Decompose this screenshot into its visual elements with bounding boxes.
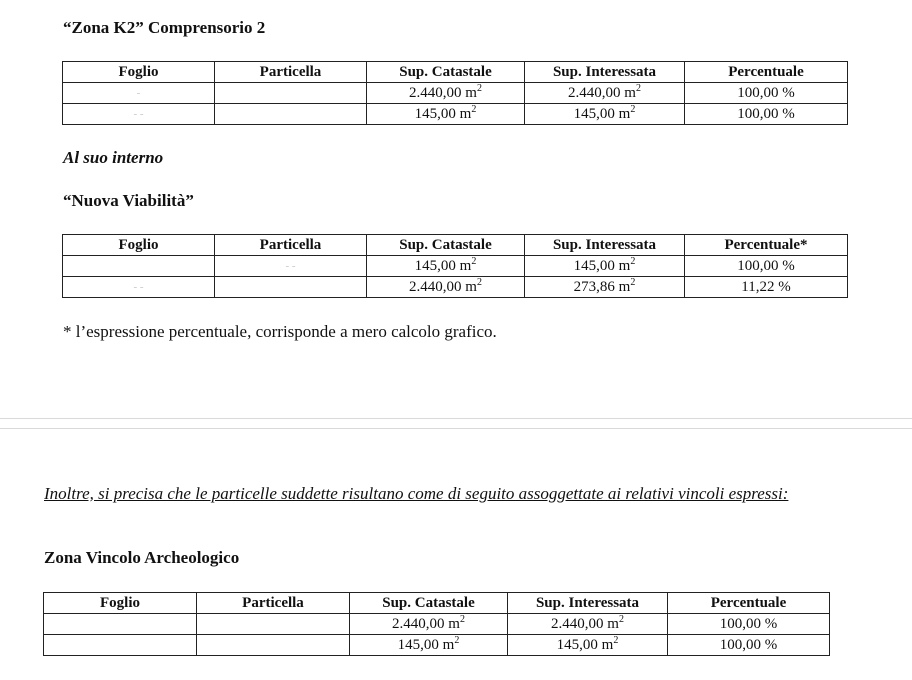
table-header-row [44, 593, 830, 614]
table-row [63, 256, 848, 277]
table-row [63, 277, 848, 298]
header-particella: Particella [215, 235, 367, 256]
cell-sup-interessata: 2.440,00 $m^2$ [525, 83, 685, 104]
page-break-divider-bottom [0, 428, 912, 429]
cell-particella [215, 277, 367, 298]
cell-percentuale: 100,00 % [685, 104, 848, 125]
table-vincolo-archeologico [43, 592, 830, 656]
cell-foglio [44, 614, 197, 635]
cell-particella [215, 83, 367, 104]
section-title-zona-k2: “Zona K2” Comprensorio 2 [63, 18, 266, 37]
header-percentuale: Percentuale [685, 62, 848, 83]
section-title-vincolo-archeologico: Zona Vincolo Archeologico [44, 548, 240, 567]
header-foglio: Foglio [44, 593, 197, 614]
cell-sup-interessata: 145,00 $m^2$ [508, 635, 668, 656]
header-sup-catastale: Sup. Catastale [350, 593, 508, 614]
cell-percentuale: 100,00 % [668, 635, 830, 656]
cell-percentuale: 11,22 % [685, 277, 848, 298]
footnote: * l’espressione percentuale, corrisponde a mero calcolo grafico. [63, 322, 497, 341]
cell-sup-catastale: 2.440,00 $m^2$ [367, 277, 525, 298]
cell-foglio [44, 635, 197, 656]
table-nuova-viabilita [62, 234, 848, 298]
header-sup-interessata: Sup. Interessata [525, 235, 685, 256]
cell-sup-interessata: 273,86 $m^2$ [525, 277, 685, 298]
cell-foglio [63, 256, 215, 277]
header-foglio: Foglio [63, 235, 215, 256]
intro-paragraph: Inoltre, si precisa che le particelle suddette risultano come di seguito assoggettate ai relativi vincoli espressi: [44, 484, 789, 503]
cell-sup-catastale: 145,00 $m^2$ [350, 635, 508, 656]
cell-percentuale: 100,00 % [685, 256, 848, 277]
header-percentuale: Percentuale* [685, 235, 848, 256]
header-particella: Particella [197, 593, 350, 614]
cell-percentuale: 100,00 % [668, 614, 830, 635]
subheading-al-suo-interno: Al suo interno [63, 148, 164, 167]
cell-sup-interessata: 2.440,00 $m^2$ [508, 614, 668, 635]
cell-particella: - - [215, 256, 367, 277]
table-row [63, 83, 848, 104]
header-foglio: Foglio [63, 62, 215, 83]
header-sup-interessata: Sup. Interessata [525, 62, 685, 83]
cell-percentuale: 100,00 % [685, 83, 848, 104]
table-header-row [63, 235, 848, 256]
cell-sup-interessata: 145,00 $m^2$ [525, 104, 685, 125]
page-break-divider-top [0, 418, 912, 419]
table-zona-k2 [62, 61, 848, 125]
table-header-row [63, 62, 848, 83]
cell-foglio: - [63, 83, 215, 104]
table-row [44, 614, 830, 635]
cell-sup-catastale: 2.440,00 $m^2$ [367, 83, 525, 104]
cell-particella [197, 614, 350, 635]
table-row [44, 635, 830, 656]
cell-particella [215, 104, 367, 125]
section-title-nuova-viabilita: “Nuova Viabilità” [63, 191, 194, 210]
cell-foglio: - - [63, 104, 215, 125]
cell-particella [197, 635, 350, 656]
cell-sup-catastale: 145,00 $m^2$ [367, 256, 525, 277]
header-particella: Particella [215, 62, 367, 83]
cell-sup-catastale: 145,00 $m^2$ [367, 104, 525, 125]
header-sup-interessata: Sup. Interessata [508, 593, 668, 614]
table-row [63, 104, 848, 125]
header-sup-catastale: Sup. Catastale [367, 62, 525, 83]
cell-foglio: - - [63, 277, 215, 298]
cell-sup-interessata: 145,00 $m^2$ [525, 256, 685, 277]
header-sup-catastale: Sup. Catastale [367, 235, 525, 256]
header-percentuale: Percentuale [668, 593, 830, 614]
cell-sup-catastale: 2.440,00 $m^2$ [350, 614, 508, 635]
